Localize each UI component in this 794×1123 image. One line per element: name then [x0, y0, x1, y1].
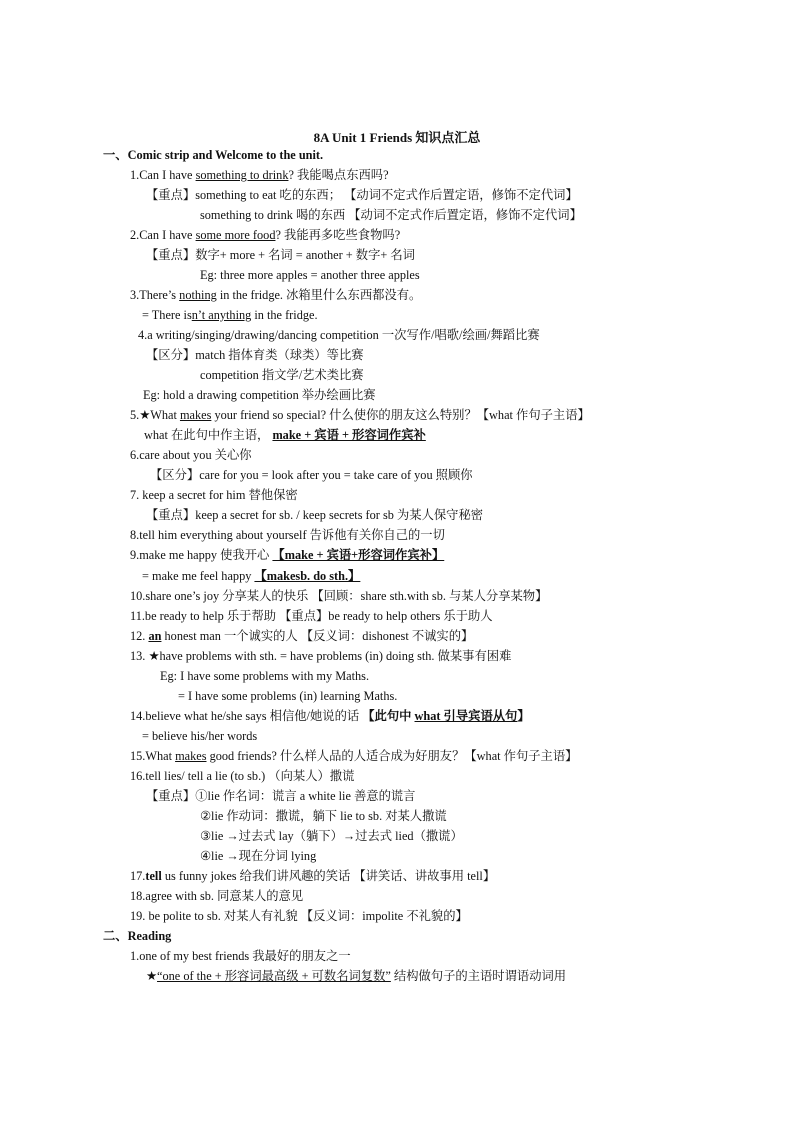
- text: 15.What: [130, 749, 176, 763]
- bold-underlined-text: what 引导宾语从句: [414, 709, 518, 723]
- bold-text: 【此句中: [362, 709, 415, 723]
- text: 1.Can I have: [130, 168, 196, 182]
- note-line: 6.care about you 关心你: [130, 448, 252, 462]
- bold-text: 】: [517, 709, 530, 723]
- text: in the fridge.: [251, 308, 318, 322]
- note-line: 16.tell lies/ tell a lie (to sb.) （向某人）撒谎: [130, 769, 355, 783]
- note-line: 1.one of my best friends 我最好的朋友之一: [130, 949, 351, 963]
- text: 17.: [130, 869, 146, 883]
- text: 2.Can I have: [130, 228, 196, 242]
- text: us funny jokes 给我们讲风趣的笑话 【讲笑话、讲故事用 tell】: [161, 869, 496, 883]
- note-line: [146, 968, 566, 984]
- text: honest man 一个诚实的人 【反义词：dishonest 不诚实的】: [161, 629, 474, 643]
- text: 3.There’s: [130, 288, 180, 302]
- text: ? 我能再多吃些食物吗?: [275, 228, 401, 242]
- underlined-text: some more food: [195, 228, 276, 242]
- note-line: Eg: hold a drawing competition 举办绘画比赛: [143, 388, 376, 402]
- note-line: 10.share one’s joy 分享某人的快乐 【回顾：share sth.with sb. 与某人分享某物】: [130, 589, 548, 603]
- note-line: 19. be polite to sb. 对某人有礼貌 【反义词：impolite 不礼貌的】: [130, 909, 468, 923]
- text: 9.make me happy 使我开心: [130, 548, 273, 562]
- text: in the fridge. 冰箱里什么东西都没有。: [216, 288, 422, 302]
- note-line: 8.tell him everything about yourself 告诉他有关你自己的一切: [130, 528, 445, 542]
- note-line: something to drink 喝的东西 【动词不定式作后置定语，修饰不定代词】: [200, 208, 582, 222]
- bold-text: tell: [145, 869, 162, 883]
- note-line: competition 指文学/艺术类比赛: [200, 368, 364, 382]
- note-line: 4.a writing/singing/drawing/dancing competition 一次写作/唱歌/绘画/舞蹈比赛: [138, 328, 540, 342]
- note-line: 11.be ready to help 乐于帮助 【重点】be ready to help others 乐于助人: [130, 609, 493, 623]
- note-line: [130, 167, 389, 183]
- bold-underlined-text: 【make + 宾语+形容词作宾补】: [272, 548, 445, 562]
- note-line: [142, 307, 318, 323]
- note-line: [130, 547, 444, 563]
- note-line: = I have some problems (in) learning Maths.: [178, 689, 398, 703]
- note-line: Eg: three more apples = another three apples: [200, 268, 420, 282]
- note-line: [130, 868, 495, 884]
- note-line: ④lie →现在分词 lying: [200, 849, 317, 863]
- note-line: [130, 287, 421, 303]
- note-line: 【重点】数字+ more + 名词 = another + 数字+ 名词: [146, 248, 415, 262]
- text: ? 我能喝点东西吗?: [288, 168, 389, 182]
- note-line: [130, 407, 590, 423]
- note-line: [130, 628, 473, 644]
- underlined-text: nothing: [179, 288, 217, 302]
- bold-underlined-text: 【makesb. do sth.】: [254, 569, 361, 583]
- note-line: [130, 227, 400, 243]
- note-line: 【区分】match 指体育类（球类）等比赛: [146, 348, 364, 362]
- text: = make me feel happy: [142, 569, 255, 583]
- text: 结构做句子的主语时谓语动词用: [390, 969, 567, 983]
- note-line: 7. keep a secret for him 替他保密: [130, 488, 298, 502]
- text: 14.believe what he/she says 相信他/她说的话: [130, 709, 363, 723]
- note-line: ③lie →过去式 lay（躺下）→过去式 lied（撒谎）: [200, 829, 463, 843]
- note-line: 【重点】keep a secret for sb. / keep secrets for sb 为某人保守秘密: [146, 508, 484, 522]
- text: ★: [146, 969, 158, 983]
- text: = There is: [142, 308, 192, 322]
- note-line: 【重点】something to eat 吃的东西； 【动词不定式作后置定语，修饰不定代词】: [146, 188, 578, 202]
- page-title: 8A Unit 1 Friends 知识点汇总: [313, 130, 481, 145]
- note-line: ②lie 作动词：撒谎，躺下 lie to sb. 对某人撒谎: [200, 809, 447, 823]
- text: good friends? 什么样人品的人适合成为好朋友？【what 作句子主语】: [206, 749, 578, 763]
- note-line: 13. ★have problems with sth. = have problems (in) doing sth. 做某事有困难: [130, 649, 512, 663]
- note-line: Eg: I have some problems with my Maths.: [160, 669, 370, 683]
- note-line: 18.agree with sb. 同意某人的意见: [130, 889, 304, 903]
- section-heading-reading: 二、Reading: [103, 929, 172, 943]
- underlined-text: “one of the + 形容词最高级 + 可数名词复数”: [157, 969, 391, 983]
- note-line: = believe his/her words: [142, 729, 258, 743]
- bold-underlined-text: make + 宾语 + 形容词作宾补: [272, 428, 426, 442]
- text: 5.★What: [130, 408, 180, 422]
- underlined-text: n’t anything: [191, 308, 252, 322]
- note-line: [144, 427, 426, 443]
- note-line: [130, 708, 530, 724]
- text: your friend so special? 什么使你的朋友这么特别？【what 作句子主语】: [211, 408, 590, 422]
- text: what 在此句中作主语，: [144, 428, 273, 442]
- text: 12.: [130, 629, 149, 643]
- underlined-text: something to drink: [195, 168, 289, 182]
- note-line: [142, 568, 360, 584]
- underlined-text: makes: [179, 408, 212, 422]
- bold-underlined-text: an: [148, 629, 162, 643]
- underlined-text: makes: [175, 749, 207, 763]
- note-line: [130, 748, 577, 764]
- note-line: 【重点】①lie 作名词：谎言 a white lie 善意的谎言: [146, 789, 416, 803]
- note-line: 【区分】care for you = look after you = take care of you 照顾你: [150, 468, 473, 482]
- section-heading-comic: 一、Comic strip and Welcome to the unit.: [103, 148, 324, 162]
